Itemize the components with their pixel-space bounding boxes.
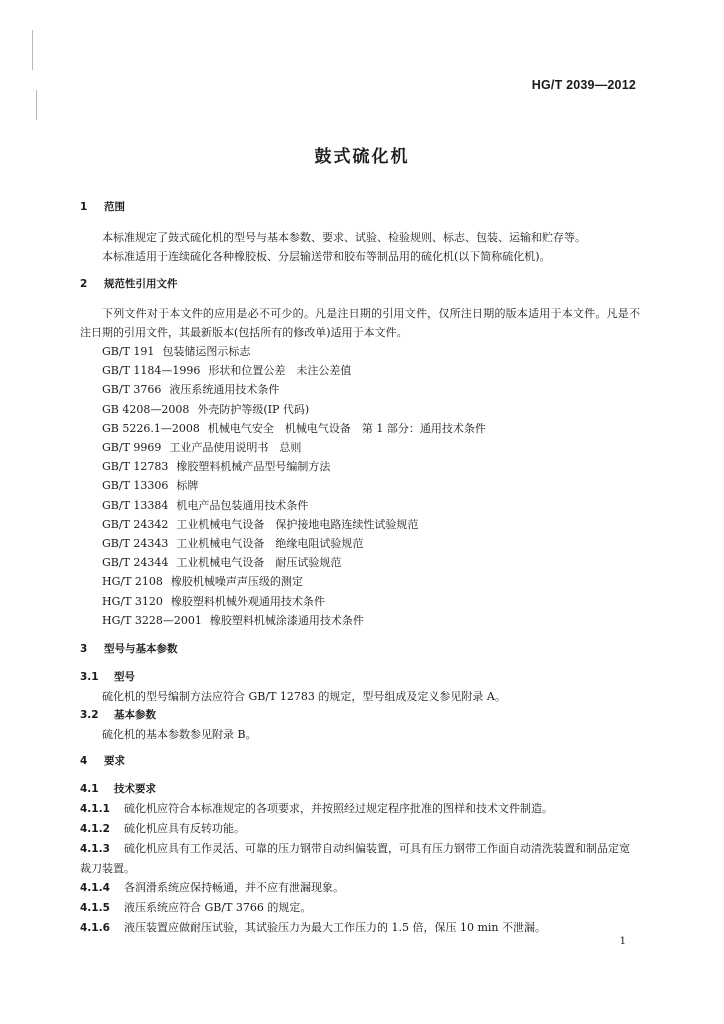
subsection-title: 型号 <box>114 671 135 684</box>
reference-item <box>80 572 640 591</box>
reference-item <box>80 457 640 476</box>
section-title: 要求 <box>104 755 125 768</box>
reference-title: 橡胶塑料机械产品型号编制方法 <box>176 460 331 474</box>
reference-item <box>80 515 640 534</box>
reference-item <box>80 496 640 515</box>
reference-code: GB/T 1184—1996 <box>102 364 201 378</box>
subsection-3-1-heading <box>80 669 640 685</box>
section-number: 3 <box>80 643 88 656</box>
reference-title: 工业机械电气设备 耐压试验规范 <box>176 556 342 570</box>
clause-text: 液压系统应符合 GB/T 3766 的规定。 <box>124 901 312 915</box>
reference-item <box>80 419 640 438</box>
reference-item <box>80 380 640 399</box>
section-4-heading <box>80 753 640 769</box>
reference-item <box>80 361 640 380</box>
reference-code: GB/T 24342 <box>102 517 169 531</box>
reference-list <box>80 342 640 630</box>
scan-mark <box>36 90 37 120</box>
reference-title: 工业机械电气设备 绝缘电阻试验规范 <box>176 537 364 551</box>
reference-item <box>80 611 640 630</box>
reference-code: GB/T 13384 <box>102 498 169 512</box>
requirement-item <box>80 898 640 918</box>
reference-title: 工业产品使用说明书 总则 <box>169 441 302 455</box>
reference-item <box>80 438 640 457</box>
reference-code: GB/T 3766 <box>102 383 162 397</box>
reference-title: 外壳防护等级(IP 代码) <box>197 402 310 416</box>
subsection-3-2-heading <box>80 707 640 723</box>
section-3-heading <box>80 641 640 657</box>
requirement-item <box>80 799 640 819</box>
reference-item <box>80 476 640 495</box>
clause-text: 硫化机应具有工作灵活、可靠的压力钢带自动纠偏装置，可具有压力钢带工作面自动清洗装置和制品定宽裁刀装置。 <box>80 842 630 876</box>
reference-title: 橡胶机械噪声声压级的测定 <box>170 575 303 589</box>
reference-code: GB/T 191 <box>102 345 155 358</box>
subsection-4-1-heading <box>80 781 640 797</box>
document-body <box>80 199 640 938</box>
clause-number: 4.1.3 <box>80 843 110 856</box>
reference-title: 工业机械电气设备 保护接地电路连续性试验规范 <box>176 517 419 531</box>
reference-code: GB/T 24344 <box>102 556 169 570</box>
requirement-item <box>80 839 640 878</box>
reference-code: HG/T 3228—2001 <box>102 613 202 627</box>
section-2-heading <box>80 276 640 292</box>
clause-number: 4.1.1 <box>80 803 110 816</box>
reference-title: 标牌 <box>176 479 199 493</box>
reference-title: 液压系统通用技术条件 <box>169 383 280 397</box>
page-number: 1 <box>619 936 626 947</box>
reference-title: 橡胶塑料机械涂漆通用技术条件 <box>209 613 364 627</box>
reference-item <box>80 592 640 611</box>
section-number: 2 <box>80 278 88 290</box>
clause-number: 4.1.5 <box>80 902 110 915</box>
section-number: 4 <box>80 755 88 768</box>
reference-title: 包装储运图示标志 <box>162 345 251 358</box>
subsection-number: 3.1 <box>80 671 99 684</box>
reference-code: HG/T 2108 <box>102 575 163 589</box>
clause-text: 液压装置应做耐压试验，其试验压力为最大工作压力的 1.5 倍，保压 10 min 不泄漏。 <box>124 921 547 935</box>
document-title: 鼓式硫化机 <box>314 147 410 167</box>
reference-code: HG/T 3120 <box>102 594 163 608</box>
reference-title: 机械电气安全 机械电气设备 第 1 部分：通用技术条件 <box>207 421 486 435</box>
section-title: 范围 <box>104 201 125 213</box>
reference-code: GB 5226.1—2008 <box>102 421 200 435</box>
parameters-paragraph: 硫化机的基本参数参见附录 B。 <box>102 728 257 742</box>
scan-mark <box>32 30 33 70</box>
section-number: 1 <box>80 201 88 213</box>
reference-title: 橡胶塑料机械外观通用技术条件 <box>170 594 325 608</box>
reference-item <box>80 553 640 572</box>
requirement-item <box>80 878 640 898</box>
reference-code: GB/T 13306 <box>102 479 169 493</box>
requirement-item <box>80 918 640 938</box>
reference-title: 机电产品包装通用技术条件 <box>176 498 309 512</box>
standard-code: HG/T 2039—2012 <box>531 78 636 92</box>
clause-text: 各润滑系统应保持畅通，并不应有泄漏现象。 <box>124 881 344 895</box>
clause-text: 硫化机应符合本标准规定的各项要求，并按照经过规定程序批准的图样和技术文件制造。 <box>124 802 553 816</box>
clause-number: 4.1.4 <box>80 882 110 895</box>
references-intro: 下列文件对于本文件的应用是必不可少的。凡是注日期的引用文件，仅所注日期的版本适用于本文件。凡是不注日期的引用文件，其最新版本(包括所有的修改单)适用于本文件。 <box>80 307 640 339</box>
model-paragraph: 硫化机的型号编制方法应符合 GB/T 12783 的规定，型号组成及定义参见附录 A。 <box>102 690 506 704</box>
section-1-heading <box>80 199 640 215</box>
reference-title: 形状和位置公差 未注公差值 <box>208 364 352 378</box>
reference-code: GB/T 12783 <box>102 460 169 474</box>
clause-number: 4.1.2 <box>80 823 110 836</box>
reference-code: GB 4208—2008 <box>102 402 190 416</box>
subsection-title: 基本参数 <box>114 709 156 722</box>
reference-code: GB/T 24343 <box>102 537 169 551</box>
subsection-number: 4.1 <box>80 783 99 796</box>
clause-number: 4.1.6 <box>80 922 110 935</box>
subsection-number: 3.2 <box>80 709 99 722</box>
section-title: 规范性引用文件 <box>104 278 178 290</box>
clause-text: 硫化机应具有反转功能。 <box>124 822 245 836</box>
scope-paragraph-1: 本标准规定了鼓式硫化机的型号与基本参数、要求、试验、检验规则、标志、包装、运输和贮存等。 <box>102 231 586 244</box>
reference-item <box>80 342 640 361</box>
section-title: 型号与基本参数 <box>104 643 178 656</box>
scope-paragraph-2: 本标准适用于连续硫化各种橡胶板、分层输送带和胶布等制品用的硫化机(以下简称硫化机)。 <box>102 250 551 263</box>
requirement-item <box>80 819 640 839</box>
reference-item <box>80 400 640 419</box>
reference-item <box>80 534 640 553</box>
reference-code: GB/T 9969 <box>102 441 162 455</box>
subsection-title: 技术要求 <box>114 783 156 796</box>
